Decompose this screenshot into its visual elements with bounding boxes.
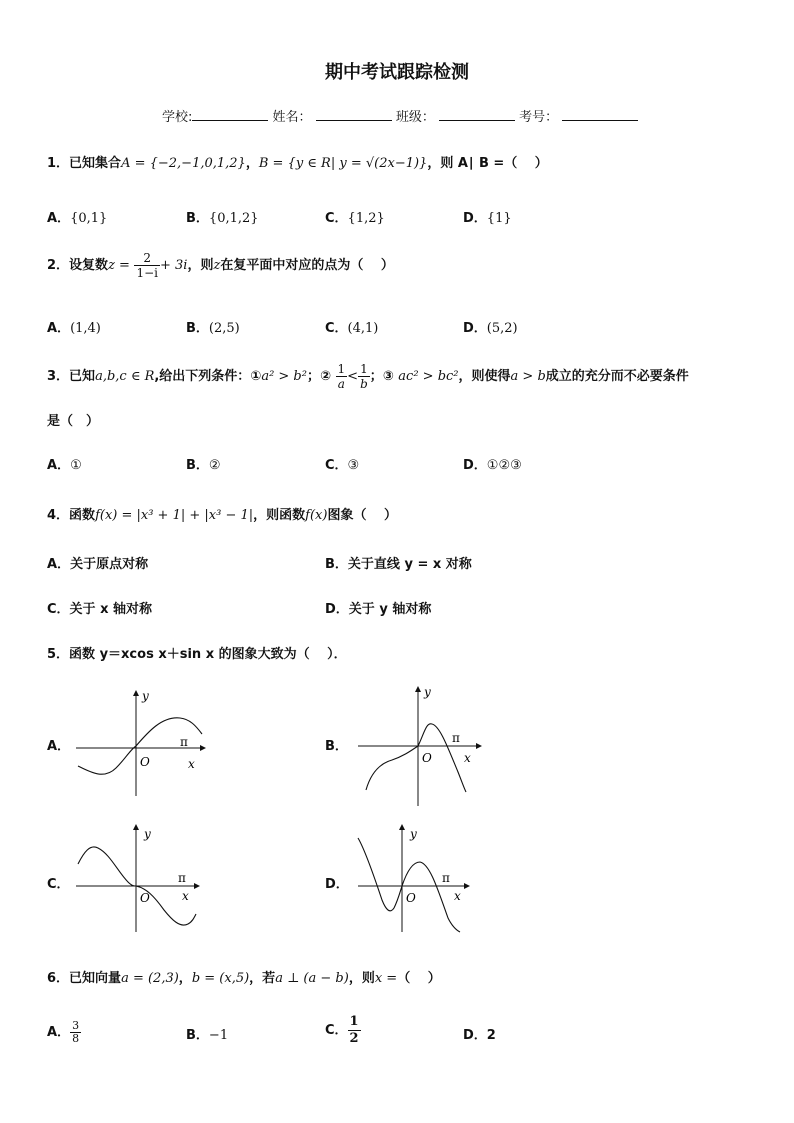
x-axis-arrow-icon [476,743,482,749]
option-text: {0,1} [70,211,108,226]
option-2c[interactable] [325,317,378,336]
question-number: 1． [47,156,70,171]
x-axis-arrow-icon [200,745,206,751]
option-label: C． [325,211,348,226]
fraction-denominator: 1−i [136,266,158,280]
curve-b [366,724,466,792]
question-number: 4． [47,508,70,523]
option-6b[interactable] [186,1024,228,1043]
y-label: y [424,685,431,699]
option-3b[interactable] [186,454,221,473]
question-suffix: （ ） [397,971,441,986]
pi-label: π [178,871,186,885]
question-5 [47,643,347,662]
question-2 [47,251,394,280]
option-label: A． [47,557,71,572]
option-label: B． [186,458,209,473]
option-4a[interactable] [47,553,148,572]
fraction-numerator: 2 [134,251,160,266]
y-label: y [410,827,417,841]
x-label: x [464,751,471,765]
option-label: B． [325,557,348,572]
question-text: ；③ [369,369,394,384]
option-text: 关于直线 y = x 对称 [347,557,472,572]
question-text: 已知 [69,369,96,384]
x-label: x [182,889,189,903]
separator: ， [245,156,259,171]
school-blank [192,108,268,121]
fraction-numerator: 1 [358,362,370,377]
option-label: A． [47,1025,71,1040]
graph-a [70,688,210,800]
number-blank [562,108,638,121]
option-label: D． [325,877,349,892]
fraction-denominator: 2 [349,1031,359,1046]
pi-label: π [452,731,460,745]
option-label: A． [47,739,71,754]
option-label: C． [47,877,70,892]
y-axis-arrow-icon [133,824,139,830]
graph-b [352,684,492,810]
option-2a[interactable] [47,317,101,336]
question-text: ，则 [187,258,214,273]
option-text: {0,1,2} [208,211,259,226]
x-axis-arrow-icon [194,883,200,889]
option-1b[interactable] [186,207,259,226]
option-text: 2 [486,1028,496,1043]
option-text: 关于 y 轴对称 [348,602,432,617]
math-condition-3: ac² > bc² [398,369,459,384]
math-lt: < [347,369,359,384]
math-x-eq: x = [374,971,398,986]
option-label: B． [186,321,209,336]
fraction-1-over-a [336,362,348,391]
pi-label: π [442,871,450,885]
fraction-denominator: a [337,377,345,391]
math-vars: a,b,c ∈ R [95,369,155,384]
question-text: ，若 [249,971,276,986]
option-text: 关于 x 轴对称 [69,602,152,617]
option-label: C． [325,1023,348,1038]
question-text: 函数 [69,508,96,523]
option-label: D． [463,1028,487,1043]
page-title: 期中考试跟踪检测 [325,62,469,83]
option-5c[interactable] [47,873,70,892]
question-text: 已知向量 [69,971,122,986]
fraction-numerator: 3 [72,1019,80,1032]
x-axis-arrow-icon [464,883,470,889]
option-3a[interactable] [47,454,82,473]
origin-label: O [406,891,416,905]
math-condition: a ⊥ (a − b) [275,971,349,986]
option-label: B． [186,1028,209,1043]
separator: ， [178,971,192,986]
math-plus: + 3i [160,258,188,273]
question-text: 设复数 [69,258,109,273]
math-set-a: A = {−2,−1,0,1,2} [121,156,246,171]
question-3 [47,362,689,391]
option-label: D． [463,321,487,336]
option-text: (2,5) [208,321,240,336]
option-label: A． [47,211,71,226]
fraction-denominator: 8 [72,1032,80,1045]
question-number: 2． [47,258,70,273]
option-label: B． [186,211,209,226]
option-label: A． [47,458,71,473]
name-label: 姓名： [272,110,312,125]
option-label: C． [47,602,70,617]
option-label: D． [463,458,487,473]
fraction [134,251,160,280]
option-text: (1,4) [70,321,101,336]
fraction-numerator: 1 [349,1014,359,1029]
question-text: 已知集合 [69,156,122,171]
option-5a[interactable] [47,735,70,754]
option-3d[interactable] [463,454,522,473]
option-text: {1,2} [347,211,385,226]
option-6a[interactable] [47,1020,81,1045]
option-4d[interactable] [325,598,431,617]
pi-label: π [180,735,188,749]
math-function-name: f(x) [305,508,328,523]
option-text: (4,1) [347,321,379,336]
option-1d[interactable] [463,207,512,226]
option-2d[interactable] [463,317,518,336]
curve-d [358,838,460,932]
question-text: 函数 y＝xcos x＋sin x 的图象大致为（ ）． [69,647,347,662]
question-3-line2: 是（ ） [47,414,100,429]
option-text: (5,2) [486,321,518,336]
y-axis-arrow-icon [399,824,405,830]
y-label: y [144,827,151,841]
option-text: ①②③ [486,458,522,473]
class-label: 班级： [395,110,435,125]
x-label: x [454,889,461,903]
question-number: 3． [47,369,70,384]
origin-label: O [422,751,432,765]
y-label: y [142,689,149,703]
question-text: ，则使得 [458,369,511,384]
option-text: ③ [347,458,360,473]
fraction-numerator: 1 [337,362,346,376]
option-5d[interactable] [325,873,349,892]
fraction [70,1020,81,1045]
math-function: f(x) = |x³ + 1| + |x³ − 1| [95,508,254,523]
origin-label: O [140,755,150,769]
fraction-denominator: b [360,377,368,391]
question-text: ，则函数 [253,508,306,523]
option-1a[interactable] [47,207,107,226]
question-1 [47,152,548,171]
school-label: 学校: [162,110,193,125]
number-label: 考号： [519,110,559,125]
question-text: ；② [306,369,331,384]
option-5b[interactable] [325,735,348,754]
graph-d [352,824,492,936]
student-info-line [162,106,638,125]
option-3c[interactable] [325,454,359,473]
option-1c[interactable] [325,207,385,226]
x-label: x [188,757,195,771]
option-label: A． [47,321,71,336]
option-2b[interactable] [186,317,240,336]
option-text: ① [70,458,82,473]
math-a-gt-b: a > b [510,369,546,384]
y-axis-arrow-icon [133,690,139,696]
question-suffix: ，则 A∣ B =（ ） [427,156,548,171]
class-blank [439,108,515,121]
origin-label: O [140,891,150,905]
fraction-1-over-b [358,362,370,391]
question-text: 成立的充分而不必要条件 [545,369,689,384]
question-6 [47,967,441,986]
question-number: 6． [47,971,70,986]
fraction [348,1014,361,1047]
question-4 [47,504,397,523]
math-z: z [213,258,221,273]
question-suffix: 在复平面中对应的点为（ ） [220,258,394,273]
option-label: C． [325,458,348,473]
question-text: ,给出下列条件：① [154,369,262,384]
option-4b[interactable] [325,553,472,572]
option-text: 关于原点对称 [70,557,149,572]
math-vector-b: b = (x,5) [191,971,250,986]
y-axis-arrow-icon [415,686,421,692]
option-6d[interactable] [463,1024,496,1043]
math-set-b: B = {y ∈ R| y = √(2x−1)} [258,156,428,171]
option-text: {1} [486,211,512,226]
option-6c[interactable] [325,1014,361,1047]
math-vector-a: a = (2,3) [121,971,179,986]
question-number: 5． [47,647,70,662]
name-blank [316,108,392,121]
option-text: −1 [208,1028,229,1043]
math-condition-1: a² > b² [261,369,307,384]
option-4c[interactable] [47,598,152,617]
option-label: D． [325,602,349,617]
question-text: ，则 [348,971,375,986]
math-z-eq: z = [108,258,130,273]
option-text: ② [208,458,221,473]
question-suffix: 图象（ ） [327,508,397,523]
option-label: C． [325,321,348,336]
option-label: B． [325,739,348,754]
graph-c [70,824,210,936]
option-label: D． [463,211,487,226]
